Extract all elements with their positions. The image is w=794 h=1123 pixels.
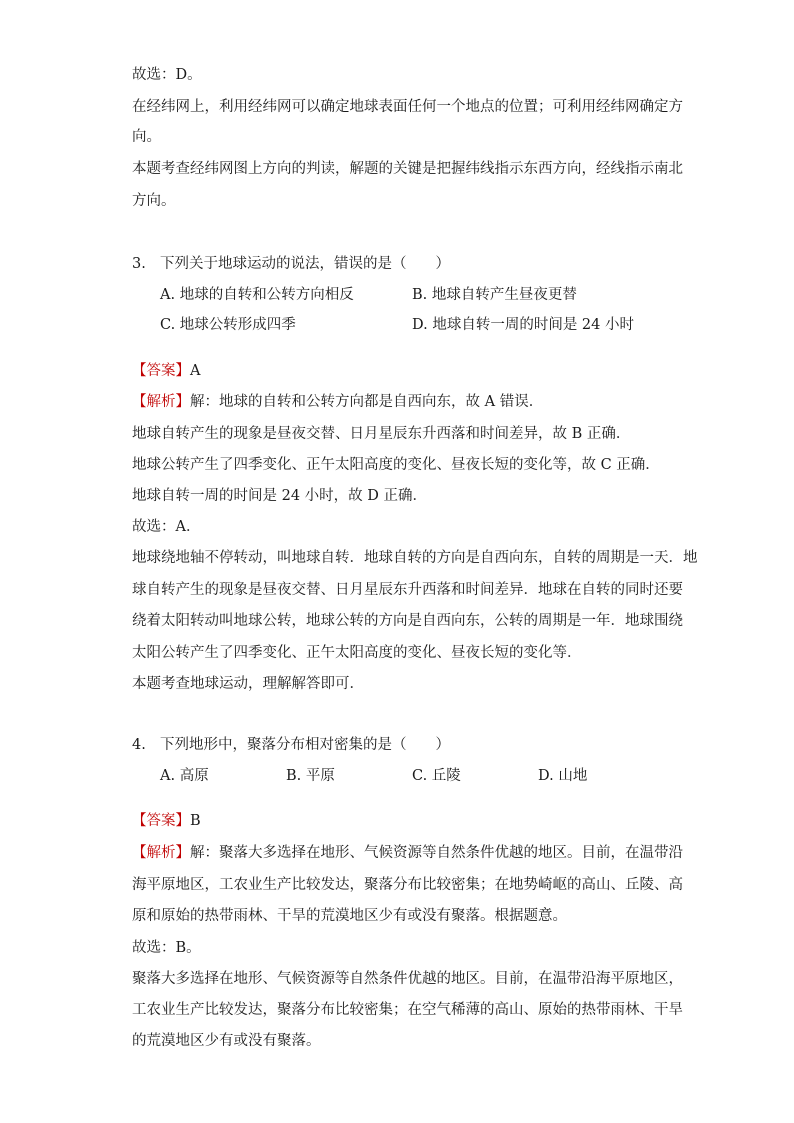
- text-line: 海平原地区，工农业生产比较发达，聚落分布比较密集；在地势崎岖的高山、丘陵、高: [132, 877, 683, 893]
- text-line: 地球绕地轴不停转动，叫地球自转．地球自转的方向是自西向东，自转的周期是一天．地: [132, 550, 698, 566]
- analysis-tag: 【解析】: [132, 394, 190, 410]
- option-a: A. 地球的自转和公转方向相反: [160, 287, 354, 303]
- option-a: A. 高原: [160, 768, 209, 784]
- text-line: 在经纬网上，利用经纬网可以确定地球表面任何一个地点的位置；可利用经纬网确定方: [132, 99, 683, 115]
- answer-value: B: [190, 813, 201, 829]
- text-line: 向。: [132, 129, 161, 145]
- question-stem: 下列关于地球运动的说法，错误的是（ ）: [160, 256, 450, 272]
- analysis-tag: 【解析】: [132, 845, 190, 861]
- text-line: 本题考查地球运动，理解解答即可．: [132, 676, 364, 692]
- text-line: 地球自转产生的现象是昼夜交替、日月星辰东升西落和时间差异，故 B 正确．: [132, 426, 631, 442]
- text-line: 方向。: [132, 193, 176, 209]
- analysis-text: 解：地球的自转和公转方向都是自西向东，故 A 错误．: [190, 394, 544, 410]
- text-line: 地球自转一周的时间是 24 小时，故 D 正确．: [132, 488, 428, 504]
- answer-tag: 【答案】: [132, 363, 190, 379]
- option-c: C. 丘陵: [412, 768, 461, 784]
- text-line: 故选：B。: [132, 940, 201, 956]
- option-d: D. 山地: [538, 768, 588, 784]
- analysis-line: [132, 393, 692, 411]
- text-line: 故选：A．: [132, 519, 201, 535]
- text-line: 太阳公转产生了四季变化、正午太阳高度的变化、昼夜长短的变化等．: [132, 645, 582, 661]
- question-stem: 下列地形中，聚落分布相对密集的是（ ）: [160, 737, 450, 753]
- answer-line: [132, 362, 692, 380]
- option-b: B. 地球自转产生昼夜更替: [412, 287, 577, 303]
- option-c: C. 地球公转形成四季: [160, 317, 296, 333]
- answer-tag: 【答案】: [132, 813, 190, 829]
- answer-line: [132, 812, 692, 830]
- option-b: B. 平原: [286, 768, 335, 784]
- text-line: 工农业生产比较发达，聚落分布比较密集；在空气稀薄的高山、原始的热带雨林、干旱: [132, 1002, 683, 1018]
- analysis-text: 解：聚落大多选择在地形、气候资源等自然条件优越的地区。目前，在温带沿: [190, 845, 683, 861]
- answer-value: A: [190, 363, 201, 379]
- text-line: 球自转产生的现象是昼夜交替、日月星辰东升西落和时间差异．地球在自转的同时还要: [132, 582, 683, 598]
- option-d: D. 地球自转一周的时间是 24 小时: [412, 317, 634, 333]
- text-line: 地球公转产生了四季变化、正午太阳高度的变化、昼夜长短的变化等，故 C 正确．: [132, 457, 660, 473]
- question-number: 3.: [132, 256, 146, 272]
- analysis-line: [132, 844, 692, 862]
- text-line: 绕着太阳转动叫地球公转，地球公转的方向是自西向东，公转的周期是一年．地球围绕: [132, 613, 683, 629]
- text-line: 聚落大多选择在地形、气候资源等自然条件优越的地区。目前，在温带沿海平原地区，: [132, 971, 683, 987]
- text-line: 本题考查经纬网图上方向的判读，解题的关键是把握纬线指示东西方向，经线指示南北: [132, 161, 683, 177]
- text-line: 故选：D。: [132, 67, 202, 83]
- text-line: 原和原始的热带雨林、干旱的荒漠地区少有或没有聚落。根据题意。: [132, 908, 567, 924]
- text-line: 的荒漠地区少有或没有聚落。: [132, 1033, 321, 1049]
- question-number: 4.: [132, 737, 146, 753]
